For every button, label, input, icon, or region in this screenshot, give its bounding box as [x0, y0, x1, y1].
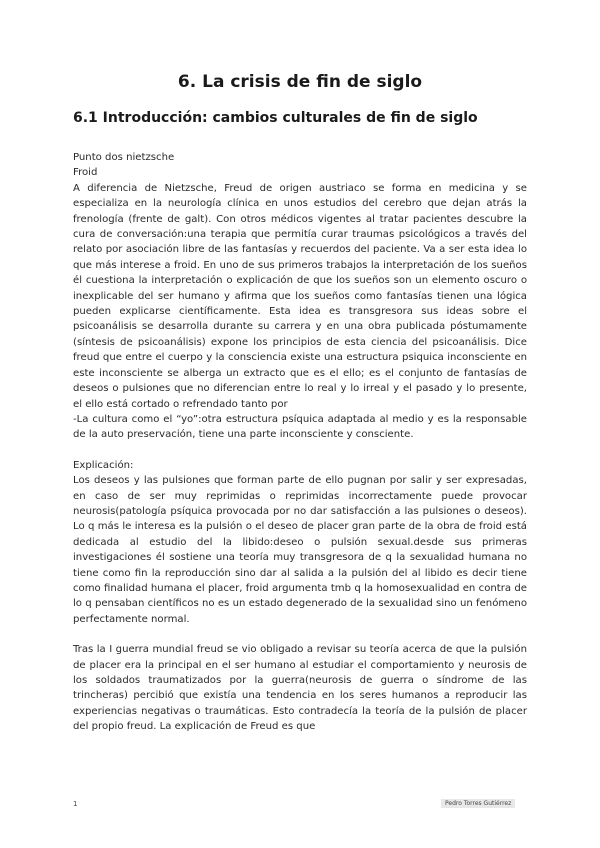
intro-line: Punto dos nietzsche	[73, 152, 175, 163]
explicacion-label: Explicación:	[73, 459, 134, 471]
section-heading: 6.1 Introducción: cambios culturales de fin de siglo	[73, 110, 478, 126]
author-label: Pedro Torres Gutiérrez	[441, 799, 515, 808]
paragraph-pulsiones: Los deseos y las pulsiones que forman parte de ello pugnan por salir y ser expresadas, en caso de ser muy reprimidas o reprimidas incorrectamente puede provocar neurosis(patología psíquica provocada por no dar satisfacción a las pulsiones o deseos). Lo q más le interesa es la pulsión o el deseo de placer gran parte de la obra de froid está dedicada al estudio del la libido:deseo o pulsión sexual.desde sus primeras investigaciones él sostiene una teoría muy transgresora de q la sexualidad humana no tiene como fin la reproducción sino dar al salida a la pulsión del al libido es decir tiene como finalidad humana el placer, froid argumenta tmb q la homosexualidad en contra de lo q pensaban científicos no es un estado degenerado de la sexualidad sino un fenómeno perfectamente normal.	[73, 475, 527, 625]
body-text	[73, 150, 527, 735]
page-number: 1	[73, 800, 78, 808]
intro-line: Froid	[73, 167, 98, 179]
paragraph-cultura: -La cultura como el “yo”:otra estructura psíquica adaptada al medio y es la responsable de la auto preservación, tiene una parte inconsciente y consciente.	[73, 413, 527, 441]
page-title: 6. La crisis de fin de siglo	[177, 72, 423, 92]
paragraph-freud: A diferencia de Nietzsche, Freud de origen austriaco se forma en medicina y se especializa en la neurología clínica en unos estudios del cerebro que dejan atrás la frenología (frente de galt). Con otros médicos vigentes al tratar pacientes descubre la cura de conversación:una terapia que permitía curar traumas psicológicos a través del relato por asociación libre de las fantasías y recuerdos del paciente. Va a ser esta idea lo que más interese a froid. En uno de sus primeros trabajos la interpretación de los sueños él cuestiona la interpretación o explicación de que los sueños son un elemento oscuro o inexplicable del ser humano y afirma que los sueños como fantasías tienen una lógica pueden explicarse científicamente. Esta idea es transgresora sus ideas sobre el psicoanálisis se desarrolla durante su carrera y en una obra publicada póstumamente (síntesis de psicoanálisis) expone los principios de esta ciencia del psicoanálisis. Dice freud que entre el cuerpo y la consciencia existe una estructura psiquica inconsciente en este inconsciente se alberga un extracto que es el ello; es el conjunto de fantasías de deseos o pulsiones que no diferencian entre lo real y lo irreal y el pasado y lo presente, el ello está cortado o refrendado tanto por	[73, 182, 527, 410]
paragraph-guerra: Tras la I guerra mundial freud se vio obligado a revisar su teoría acerca de que la pulsión de placer era la principal en el ser humano al estudiar el comportamiento y neurosis de los soldados traumatizados por la guerra(neurosis de guerra o síndrome de las trincheras) percibió que existía una tendencia en los seres humanos a reproducir las experiencias negativas o traumáticas. Esto contradecía la teoría de la pulsión de placer del propio freud. La explicación de Freud es que	[73, 644, 527, 733]
